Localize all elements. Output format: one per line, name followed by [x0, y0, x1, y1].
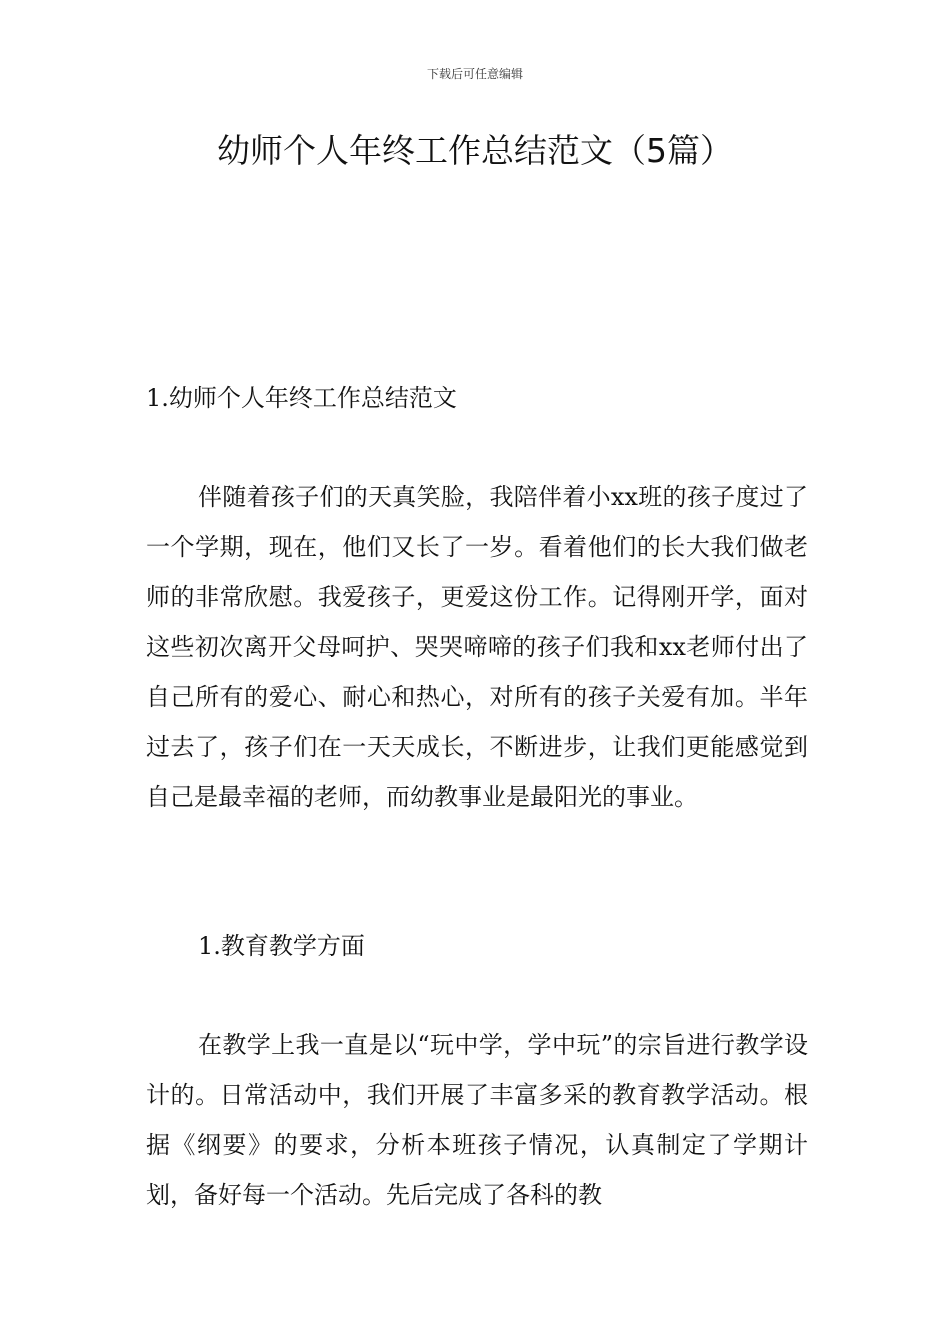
- sub-heading-teaching: 1.教育教学方面: [198, 932, 365, 960]
- section-heading: 1.幼师个人年终工作总结范文: [146, 384, 457, 412]
- header-note: 下载后可任意编辑: [426, 67, 523, 81]
- paragraph-intro: 伴随着孩子们的天真笑脸，我陪伴着小xx班的孩子度过了一个学期，现在，他们又长了一岁。看着他们的长大我们做老师的非常欣慰。我爱孩子，更爱这份工作。记得刚开学，面对这些初次离开父母呵护、哭哭啼啼的孩子们我和xx老师付出了自己所有的爱心、耐心和热心，对所有的孩子关爱有加。半年过去了，孩子们在一天天成长，不断进步，让我们更能感觉到自己是最幸福的老师，而幼教事业是最阳光的事业。: [146, 483, 808, 811]
- paragraph-teaching: 在教学上我一直是以“玩中学，学中玩”的宗旨进行教学设计的。日常活动中，我们开展了丰富多采的教育教学活动。根据《纲要》的要求，分析本班孩子情况，认真制定了学期计划，备好每一个活动。先后完成了各科的教: [146, 1031, 808, 1209]
- document-title: 幼师个人年终工作总结范文（5篇）: [217, 131, 733, 170]
